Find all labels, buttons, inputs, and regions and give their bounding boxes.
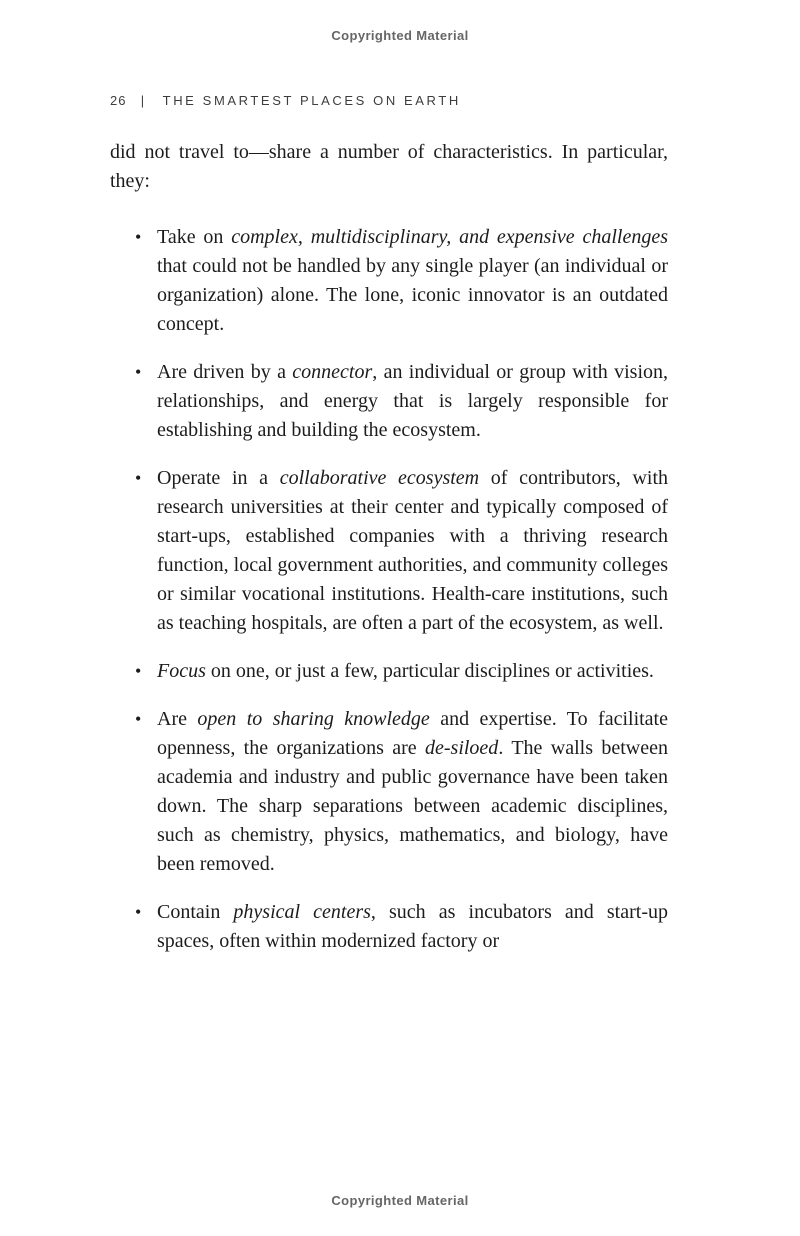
bullet-text-italic: complex, multidisciplinary, and expensive challenges <box>231 226 668 248</box>
bullet-text: on one, or just a few, particular disciplines or activities. <box>205 660 654 682</box>
bullet-text: , an individual or group with vision, relationships, and energy that is largely responsible for establishing and building the ecosystem. <box>157 361 668 441</box>
bullet-text-italic: Focus <box>157 660 206 682</box>
book-title: THE SMARTEST PLACES ON EARTH <box>162 93 461 108</box>
copyright-notice-top: Copyrighted Material <box>331 28 469 43</box>
bullet-text: and expertise. To facilitate openness, the organizations are <box>157 708 668 759</box>
bullet-marker: • <box>135 362 142 382</box>
bullet-text-italic: de-siloed <box>425 737 499 759</box>
bullet-text: Operate in a <box>157 467 280 489</box>
bullet-item <box>135 223 668 339</box>
bullet-item <box>135 657 668 686</box>
bullet-marker: • <box>135 661 142 681</box>
header-separator: | <box>140 93 147 108</box>
bullet-list <box>110 223 668 956</box>
page-header <box>110 93 461 108</box>
bullet-text: , such as incubators and start-up spaces, often within modernized factory or <box>157 901 668 952</box>
bullet-marker: • <box>135 902 142 922</box>
bullet-item <box>135 705 668 879</box>
bullet-item <box>135 898 668 956</box>
bullet-text: Are driven by a <box>157 361 293 383</box>
intro-paragraph: did not travel to—share a number of characteristics. In particular, they: <box>110 141 668 192</box>
bullet-item <box>135 464 668 638</box>
bullet-item <box>135 358 668 445</box>
copyright-notice-bottom: Copyrighted Material <box>331 1193 469 1208</box>
bullet-text: . The walls between academia and industry and public governance have been taken down. The sharp separations between academic disciplines, such as chemistry, physics, mathematics, and biology, have been removed. <box>157 737 668 875</box>
page-number: 26 <box>110 93 127 108</box>
bullet-text-italic: collaborative ecosystem <box>279 467 480 489</box>
bullet-marker: • <box>135 468 142 488</box>
bullet-text: that could not be handled by any single player (an individual or organization) alone. The lone, iconic innovator is an outdated concept. <box>157 255 668 335</box>
bullet-text-italic: connector <box>292 361 373 383</box>
bullet-marker: • <box>135 709 142 729</box>
bullet-text: of contributors, with research universities at their center and typically composed of start-ups, established companies with a thriving research function, local government authorities, and community colleges or similar vocational institutions. Health-care institutions, such as teaching hospitals, are often a part of the ecosystem, as well. <box>157 467 668 634</box>
bullet-text-italic: open to sharing knowledge <box>197 708 430 730</box>
bullet-text: Contain <box>157 901 234 923</box>
bullet-text-italic: physical centers <box>233 901 371 923</box>
bullet-text: Take on <box>157 226 232 248</box>
bullet-marker: • <box>135 227 142 247</box>
bullet-text: Are <box>157 708 198 730</box>
page-body <box>110 138 668 975</box>
